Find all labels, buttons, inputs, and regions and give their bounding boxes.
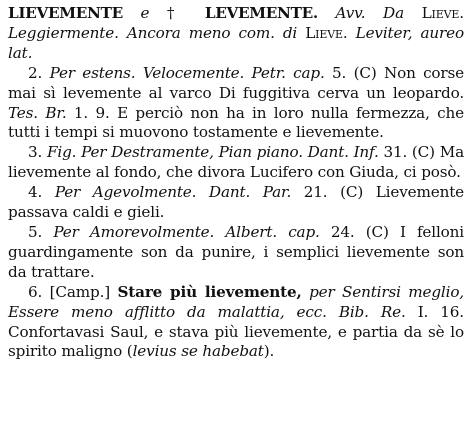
sense-label: Per estens. Velocemente. Petr. cap. xyxy=(49,63,325,82)
sense-quotation: I felloni guardingamente son da punire, i semplici lievemente son da trattare. xyxy=(8,222,465,281)
sense-number: 4. xyxy=(28,183,43,202)
sense-5 xyxy=(8,223,464,283)
definition-main: Leggiermente. Ancora meno com. di xyxy=(8,23,298,42)
headword: LIEVEMENTE xyxy=(8,4,123,22)
sense-number: 3. xyxy=(28,143,43,162)
sense-label: per Sentirsi meglio, Essere meno afflitto da malattia, ecc. Bib. Re. xyxy=(8,282,464,321)
sense-3 xyxy=(8,143,464,183)
latin-gloss: levius se habebat xyxy=(132,342,264,361)
sense-reference: 5. (C) xyxy=(332,63,377,82)
sense-phrase: Stare più lievemente, xyxy=(117,282,302,301)
sense-tag: [Camp.] xyxy=(49,282,111,301)
latin-equivalent: Leviter, aureo lat. xyxy=(8,23,465,62)
sense-label: Fig. Per Destramente, Pian piano. Dant. Inf. xyxy=(46,143,379,162)
sense-number: 6. xyxy=(28,282,43,301)
headword-variant: LEVEMENTE. xyxy=(204,4,318,22)
sense-label: Per Agevolmente. Dant. Par. xyxy=(54,183,292,202)
etymon: Lieve. xyxy=(421,4,464,22)
sense-4 xyxy=(8,183,464,223)
sense-reference: 31. (C) xyxy=(383,143,435,162)
sense-reference: 24. (C) xyxy=(330,222,389,241)
sense-6 xyxy=(8,283,464,363)
sense-label: Per Amorevolmente. Albert. cap. xyxy=(53,222,320,241)
sense-quotation: Non corse mai sì levemente al varco Di fuggitiva cerva un leopardo. xyxy=(8,63,465,102)
sense-reference: 21. (C) xyxy=(303,183,364,202)
dagger-mark: † xyxy=(166,4,188,22)
sense-number: 2. xyxy=(28,63,43,82)
sense-reference: I. 16. xyxy=(417,302,464,321)
entry-lievemente xyxy=(8,4,464,64)
part-of-speech: Avv. Da xyxy=(335,4,404,22)
definition-crossref: Lieve. xyxy=(305,23,348,42)
sense-quotation: Lievemente passava caldi e gieli. xyxy=(8,183,465,222)
sense-quotation: Ma lievemente al fondo, che divora Lucifero con Giuda, ci posò. xyxy=(8,143,464,182)
sense-source: Tes. Br. xyxy=(8,103,67,122)
closing-paren: ). xyxy=(263,342,275,361)
sense-number: 5. xyxy=(28,222,43,241)
sense-2 xyxy=(8,64,464,144)
sense-quotation-2: 1. 9. E perciò non ha in loro nulla fermezza, che tutti i tempi si muovono tostamente e lievemente. xyxy=(8,103,464,142)
conjunction: e xyxy=(140,4,150,22)
sense-quotation: Confortavasi Saul, e stava più lievemente, e partia da sè lo spirito maligno ( xyxy=(8,322,464,361)
